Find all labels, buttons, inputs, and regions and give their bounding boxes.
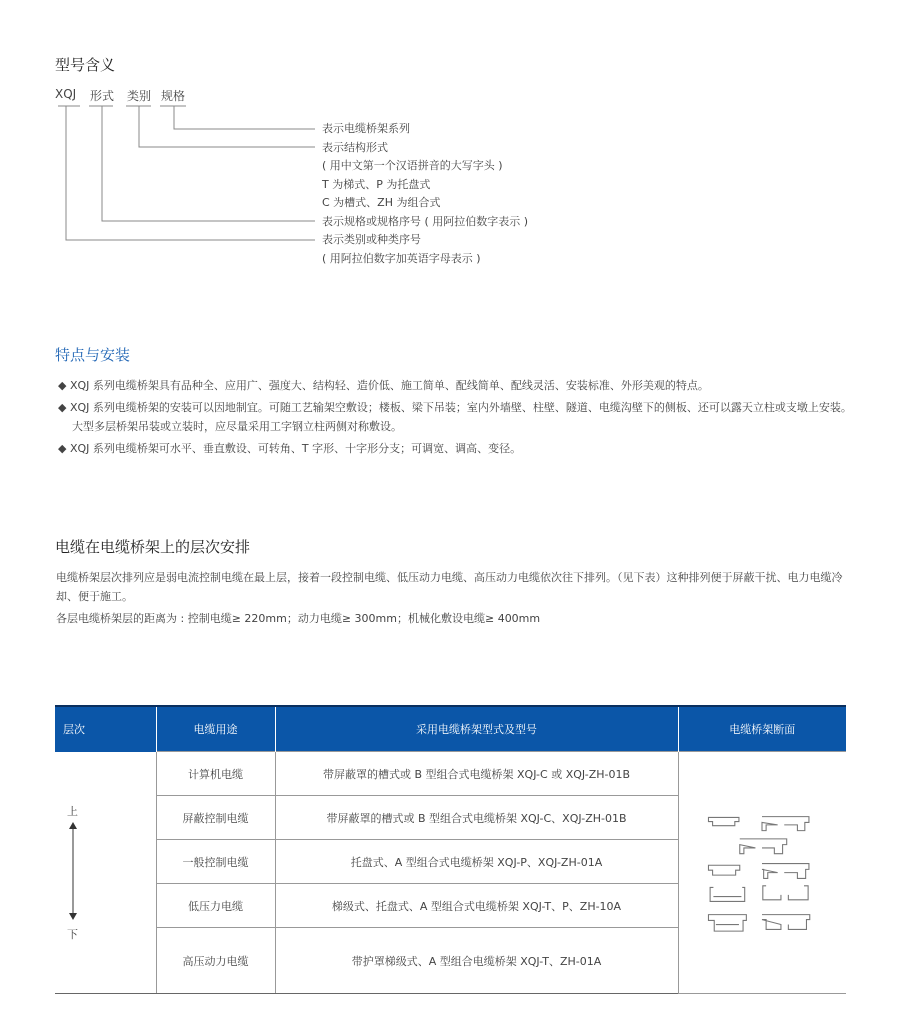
label-category: 类别 — [127, 89, 152, 103]
cell-use: 高压动力电缆 — [156, 928, 275, 994]
section-diagrams — [678, 752, 846, 994]
cell-type: 带屏蔽罩的槽式或 B 型组合式电缆桥架 XQJ-C、XQJ-ZH-01B — [275, 796, 678, 840]
model-line: ( 用阿拉伯数字加英语字母表示 ) — [322, 251, 481, 265]
cell-type: 梯级式、托盘式、A 型组合式电缆桥架 XQJ-T、P、ZH-10A — [275, 884, 678, 928]
layers-distance: 各层电缆桥架层的距离为 : 控制电缆≥ 220mm；动力电缆≥ 300mm；机械化敷设电缆≥ 400mm — [56, 612, 541, 625]
feature-item: ◆ XQJ 系列电缆桥架具有品种全、应用广、强度大、结构轻、造价低、施工简单、配线简单、配线灵活、安装标准、外形美观的特点。 — [58, 379, 709, 392]
model-line: C 为槽式、ZH 为组合式 — [322, 196, 441, 209]
label-form: 形式 — [90, 89, 115, 103]
cell-type: 带护罩梯级式、A 型组合电缆桥架 XQJ-T、ZH-01A — [275, 928, 678, 994]
layers-title: 电缆在电缆桥架上的层次安排 — [55, 538, 251, 556]
features-title: 特点与安装 — [55, 346, 131, 364]
header-use: 电缆用途 — [156, 706, 275, 752]
model-line: T 为梯式、P 为托盘式 — [322, 177, 431, 191]
cell-use: 一般控制电缆 — [156, 840, 275, 884]
table-row — [55, 752, 846, 796]
layer-direction — [55, 752, 156, 994]
feature-item: ◆ XQJ 系列电缆桥架可水平、垂直敷设、可转角、T 字形、十字形分支；可调宽、调高、变径。 — [58, 442, 522, 455]
diamond-bullet-icon: ◆ — [58, 401, 67, 414]
cell-use: 屏蔽控制电缆 — [156, 796, 275, 840]
cell-type: 托盘式、A 型组合式电缆桥架 XQJ-P、XQJ-ZH-01A — [275, 840, 678, 884]
header-section: 电缆桥架断面 — [678, 706, 846, 752]
cell-type: 带屏蔽罩的槽式或 B 型组合式电缆桥架 XQJ-C 或 XQJ-ZH-01B — [275, 752, 678, 796]
diamond-bullet-icon: ◆ — [58, 379, 67, 392]
model-line: 表示电缆桥架系列 — [322, 122, 410, 135]
up-label: 上 — [67, 804, 78, 818]
feature-item: ◆ XQJ 系列电缆桥架的安装可以因地制宜。可随工艺输架空敷设；楼板、梁下吊装；室内外墙壁、柱壁、隧道、电缆沟壁下的侧板、还可以露天立柱或支墩上安装。大型多层桥架吊装或立装时，应尽量采用工字钢立柱两侧对称敷设。 — [58, 401, 852, 433]
layer-table — [55, 705, 846, 994]
label-xqj: XQJ — [55, 87, 77, 101]
down-label: 下 — [67, 927, 78, 941]
layers-paragraph: 电缆桥架层次排列应是弱电流控制电缆在最上层，接着一段控制电缆、低压动力电缆、高压动力电缆依次往下排列。（见下表）这种排列便于屏蔽干扰、电力电缆冷却、便于施工。 — [56, 571, 843, 603]
up-down-arrow-icon — [67, 819, 79, 923]
cell-use: 低压力电缆 — [156, 884, 275, 928]
table-header — [55, 706, 846, 752]
model-line: 表示结构形式 — [322, 140, 388, 154]
model-title: 型号含义 — [55, 56, 116, 74]
header-layer: 层次 — [55, 706, 156, 752]
diamond-bullet-icon: ◆ — [58, 442, 67, 455]
label-spec: 规格 — [161, 89, 186, 103]
model-line: 表示规格或规格序号 ( 用阿拉伯数字表示 ) — [322, 214, 529, 228]
model-line: 表示类别或种类序号 — [322, 233, 421, 246]
header-type: 采用电缆桥架型式及型号 — [275, 706, 678, 752]
model-line: ( 用中文第一个汉语拼音的大写字头 ) — [322, 159, 503, 172]
tray-section-icon — [692, 791, 832, 951]
cell-use: 计算机电缆 — [156, 752, 275, 796]
